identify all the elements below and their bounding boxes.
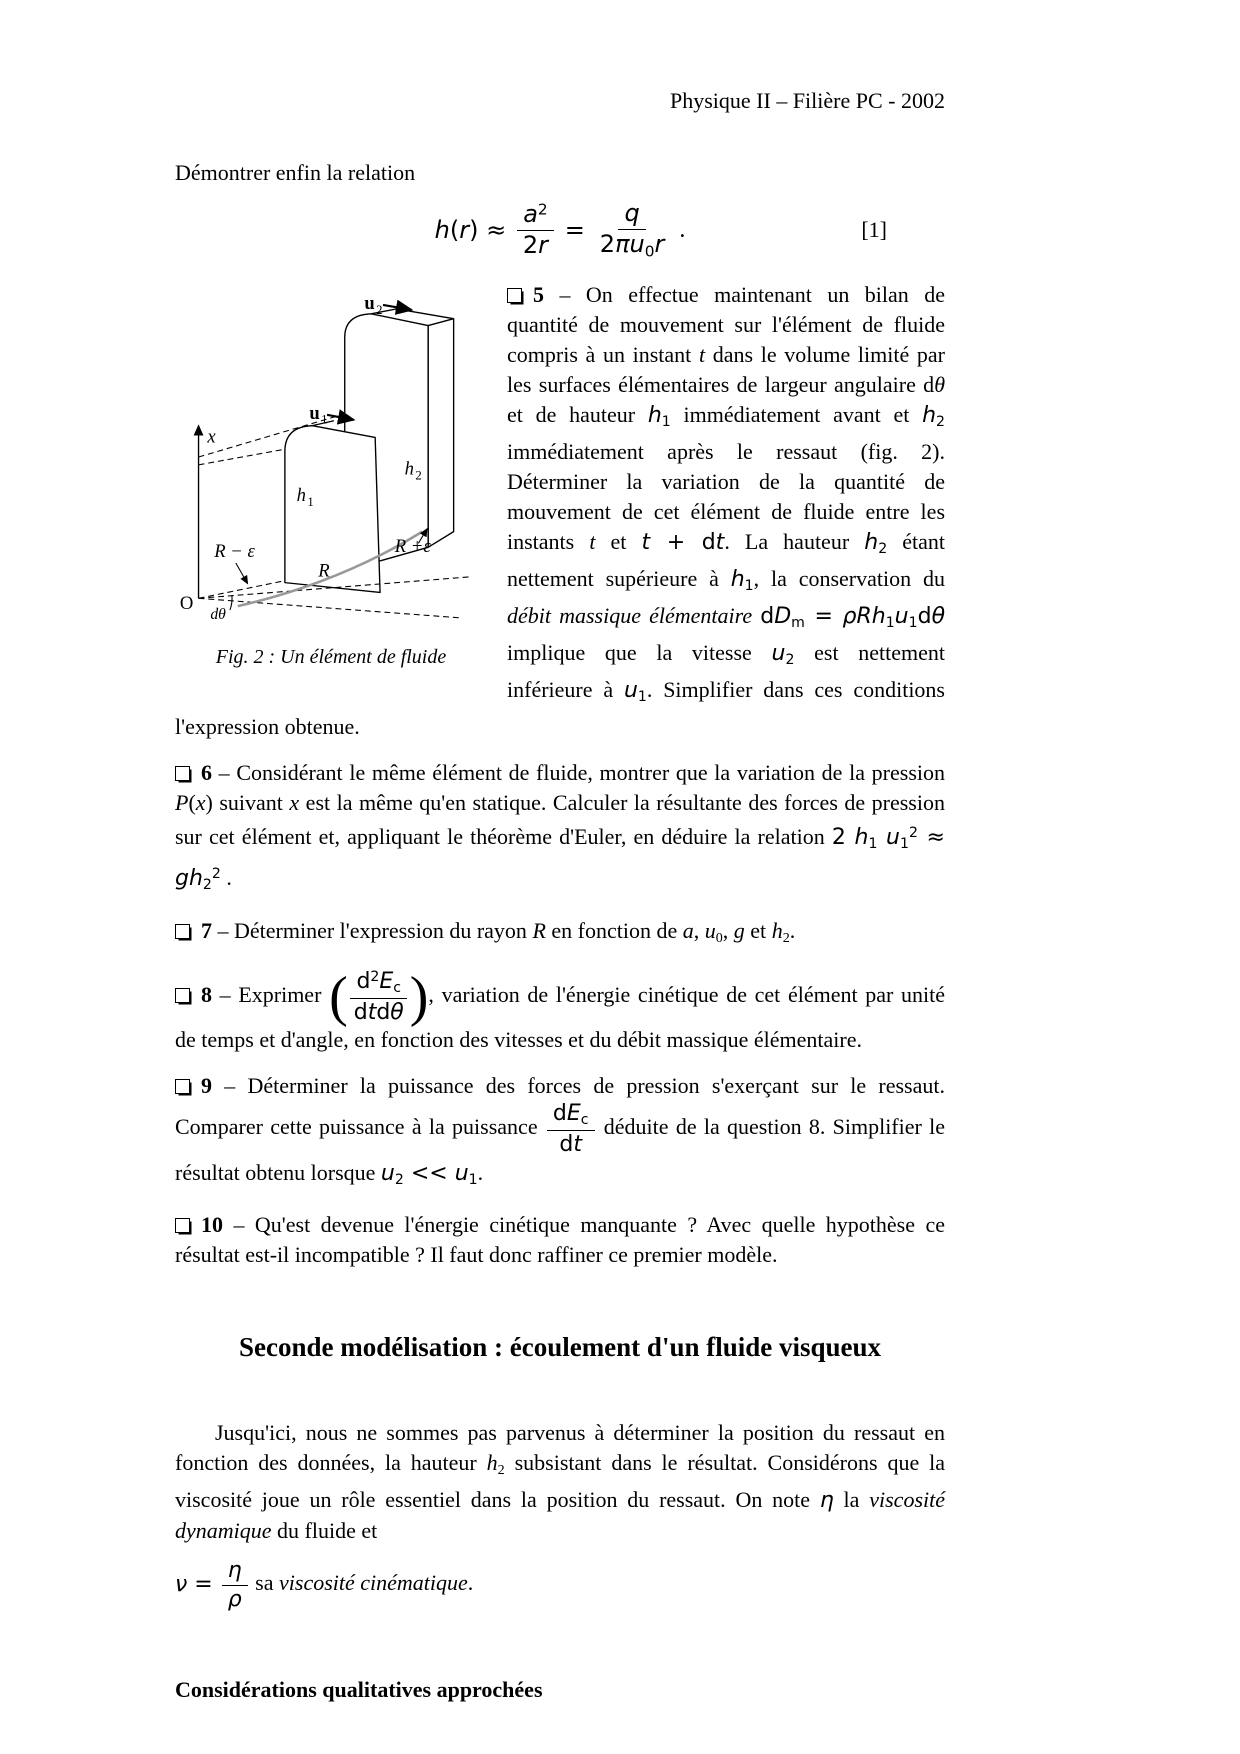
question-7	[175, 916, 945, 953]
dtheta-arc	[230, 596, 232, 611]
figure-2	[175, 286, 487, 672]
eq1-equals-sign: =	[564, 215, 585, 244]
r-plus-epsilon-label: R +ε	[394, 536, 431, 558]
question-6	[175, 758, 945, 900]
h1-label: h	[296, 485, 306, 507]
nu-lhs: ν =	[175, 1571, 220, 1597]
left-parenthesis: (	[329, 966, 348, 1029]
question-bullet-icon	[507, 288, 522, 303]
page-header-title: Physique II – Filière PC - 2002	[670, 88, 945, 113]
h2-label: h	[404, 459, 414, 481]
u1-label: u	[309, 403, 320, 425]
right-parenthesis: )	[409, 966, 429, 1029]
origin-label: O	[179, 593, 194, 615]
nu-frac-numerator: η	[222, 1558, 248, 1586]
dtheta-label: dθ	[210, 606, 226, 624]
u2-label-sub: 2	[376, 303, 383, 318]
h2-label-sub: 2	[415, 468, 422, 483]
equation-number: [1]	[861, 217, 887, 243]
r-minus-epsilon-label: R − ε	[214, 541, 255, 563]
eq1-fraction-q-over-2piu0r	[594, 200, 671, 260]
question-7-text: 7 – Déterminer l'expression du rayon R en fonction de a, u0, g et h2.	[201, 917, 796, 946]
question-8-text-tail: , variation de l'énergie cinétique de cet élément par unité de temps et d'angle, en fonction des vitesses et du débit massique élémentaire.	[175, 982, 945, 1053]
u2-label: u	[364, 293, 375, 315]
eq1-fraction-a2-over-2r	[515, 201, 556, 260]
eq1-frac1-numerator: $a^2$	[517, 201, 554, 231]
intro-line: Démontrer enfin la relation	[175, 160, 416, 185]
equation-1-body	[435, 200, 686, 260]
question-bullet-icon	[175, 1218, 190, 1233]
fraction-d2Ec-over-dtdtheta	[348, 969, 410, 1025]
q8-frac-numerator: $d^2Ec$	[350, 969, 407, 999]
subsection-heading: Considérations qualitatives approchées	[175, 1676, 543, 1702]
question-9	[175, 1071, 945, 1194]
nu-definition-line	[175, 1558, 945, 1612]
question-8-text-lead: 8 – Exprimer	[201, 982, 330, 1008]
fluid-block-h1	[285, 421, 380, 593]
question-bullet-icon	[175, 988, 190, 1003]
x-axis-label: x	[207, 426, 216, 448]
section-title: Seconde modélisation : écoulement d'un fluide visqueux	[238, 1332, 882, 1363]
equation-1	[175, 200, 945, 260]
r-label: R	[318, 561, 330, 583]
question-bullet-icon	[175, 766, 190, 781]
question-bullet-icon	[175, 1079, 190, 1094]
question-10	[175, 1210, 945, 1270]
h1-label-sub: 1	[307, 495, 314, 510]
fraction-dEc-over-dt	[545, 1101, 597, 1157]
figure-caption: Fig. 2 : Un élément de fluide	[215, 646, 447, 669]
question-6-text: 6 – Considérant le même élément de fluide, montrer que la variation de la pression P(x) suivant x est la même qu'en statique. Calculer la résultante des forces de pression sur cet élément et, appliquant le théorème d'Euler, en déduire la relation 2 h1 $u1^2 \approx gh2^2$ .	[175, 759, 945, 893]
nu-tail: sa viscosité cinématique.	[249, 1570, 474, 1596]
fraction-eta-over-rho	[220, 1558, 250, 1612]
eq1-frac2-numerator: q	[618, 200, 645, 230]
q9-frac-numerator: dEc	[547, 1101, 595, 1131]
question-9-text-tail: déduite de la question 8. Simplifier le résultat obtenu lorsque u2 << u1.	[175, 1114, 945, 1188]
eq1-lhs: h(r) ≈	[434, 215, 507, 244]
q9-frac-denominator: dt	[559, 1131, 582, 1157]
second-model-paragraph: Jusqu'ici, nous ne sommes pas parvenus à déterminer la position du ressaut en fonction des données, la hauteur h2 subsistant dans le résultat. Considérons que la viscosité joue un rôle essentiel dans la position du ressaut. On note η la viscosité dynamique du fluide et	[175, 1420, 945, 1544]
eq1-frac2-denominator: 2πu0r	[599, 229, 665, 261]
eq1-frac1-denominator: 2r	[522, 230, 549, 259]
question-9-text-lead: 9 – Déterminer la puissance des forces de pression s'exerçant sur le ressaut. Comparer cette puissance à la puissance	[175, 1073, 945, 1140]
u1-label-sub: 1	[321, 413, 328, 428]
q8-frac-denominator: dtdθ	[353, 999, 404, 1025]
question-5-text: 5 – On effectue maintenant un bilan de quantité de mouvement sur l'élément de fluide compris à un instant t dans le volume limité par les surfaces élémentaires de largeur angulaire dθ et de hauteur h1 immédiatement avant et h2 immédiatement après le ressaut (fig. 2). Déterminer la variation de la quantité de mouvement de cet élément de fluide entre les instants t et t + dt. La hauteur h2 étant nettement supérieure à h1, la conservation du débit massique élémentaire dDm = ρRh1u1dθ implique que la vitesse u2 est nettement inférieure à u1. Simplifier dans ces conditions l'expression obtenue.	[175, 282, 946, 739]
main-content	[175, 280, 945, 1704]
eq1-period: .	[679, 217, 686, 244]
question-8	[175, 966, 945, 1055]
fluid-element-diagram	[175, 286, 487, 632]
question-10-text: 10 – Qu'est devenue l'énergie cinétique manquante ? Avec quelle hypothèse ce résultat est-il incompatible ? Il faut donc raffiner ce premier modèle.	[175, 1212, 945, 1268]
nu-frac-denominator: ρ	[227, 1587, 242, 1613]
question-bullet-icon	[175, 924, 190, 939]
